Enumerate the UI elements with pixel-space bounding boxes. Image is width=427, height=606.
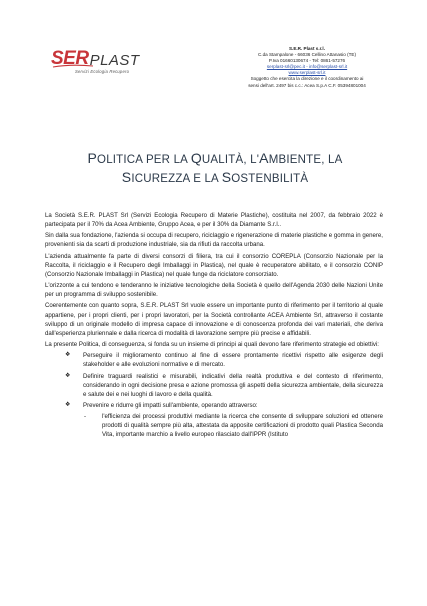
serplast-logo [51,49,161,79]
logo-tagline: Servizi Ecologia Recupero [75,69,130,74]
dash-bullet: - [84,413,87,421]
paragraph-agenda: L'orizzonte a cui tendono e tenderanno le iniziative tecnologiche della Società è quello dell'Agenda 2030 delle Nazioni Unite per un programma di sviluppo sostenibile. [45,282,383,299]
sub-list [45,412,383,439]
diamond-bullet-icon: ❖ [65,372,71,379]
list-item: ❖ Perseguire il miglioramento continuo al fine di essere prontamente ricettivi rispetto alle esigenze degli stakeholder e alle evoluzioni normative e di mercato. [65,352,383,369]
company-name: S.E.R. Plast s.r.l. [288,46,325,51]
company-website[interactable]: www.serplast-srl.it [288,70,326,76]
paragraph-mission: Coerentemente con quanto sopra, S.E.R. PLAST Srl vuole essere un importante punto di riferimento per il territorio al quale appartiene, per i propri clienti, per i propri lavoratori, per la Società controllante ACEA Ambiente Srl, attraverso il costante sviluppo di un originale modello di impresa capace di innovazione e di conoscenza profonda dei vari materiali, che deriva dall'esperienza pluriennale e dalla ricerca di modalità di lavorazione sempre più precise e affidabili. [45,302,383,337]
title-line-2: SICUREZZA E LA SOSTENBILITÀ [121,169,309,185]
company-vat-phone: P.Iva 01660130674 - Tel: 0861-57276 [268,58,346,64]
paragraph-intro: La Società S.E.R. PLAST Srl (Servizi Ecologia Recupero di Materie Plastiche), costituita nel 2007, da febbraio 2022 è partecipata per il 70% da Acea Ambiente, Gruppo Acea, e per il 30% da Diamante S.r.l.. [45,212,383,229]
principles-list [45,351,383,410]
diamond-bullet-icon: ❖ [65,401,71,408]
document-body [45,211,383,440]
logo-plast-text: PLAST [89,52,140,69]
paragraph-foundation: Sin dalla sua fondazione, l'azienda si occupa di recupero, riciclaggio e rigenerazione di materie plastiche e gomma in genere, provenienti sia da scarti di produzione industriale, sia da rifiuti da raccolta urbana. [45,232,383,249]
logo-ser-text: SER [51,48,89,69]
list-item: ❖ Prevenire e ridurre gli impatti sull'ambiente, operando attraverso: [65,401,258,409]
diamond-bullet-icon: ❖ [65,352,71,359]
paragraph-policy: La presente Politica, di conseguenza, si fonda su un insieme di principi ai quali devono fare riferimento strategie ed obiettivi: [45,341,379,349]
company-direction-note-1: Soggetto che esercita la direzione e il coordinamento ai [250,76,364,82]
paragraph-consortia: L'azienda attualmente fa parte di diversi consorzi di filiera, tra cui il consorzio COREPLA (Consorzio Nazionale per la Raccolta, il riciclaggio e il Recupero degli Imballaggi in Plastica), nel quale è recuperatore abilitato, e il consorzio CONIP (Consorzio Nazionale Imballaggi in Plastica) nel quale funge da riciclatore consorziato. [45,252,383,278]
logo-swoosh-icon [51,63,95,69]
document-title [40,150,390,188]
company-emails[interactable]: serplast-srl@pec.it - info@serplast-srl.it [266,64,348,70]
list-item: - l'efficienza dei processi produttivi mediante la ricerca che consente di sviluppare soluzioni ed ottenere prodotti di qualità sempre più alta, attestata da apposite certificazioni di prodotto quali Plastica Seconda Vita, importante marchio a livello europeo rilasciato dall'IPPR (Istituto [84,413,383,439]
company-info [232,46,382,89]
company-direction-note-2: sensi dell'art. 2497 bis c.c.: Acea S.p.A C.F. 05394801004 [248,82,366,88]
company-address: C.da Stampalone - 66036 Cellino Attanasio (TE) [257,52,357,58]
list-item: ❖ Definire traguardi realistici e misurabili, indicativi della realtà produttiva e del contesto di riferimento, considerando in ogni decisione presa e azione promossa gli aspetti della sicurezza ambientale, della sicurezza e salute dei e nei luoghi di lavoro e della qualità. [65,372,383,398]
title-line-1: POLITICA PER LA QUALITÀ, L'AMBIENTE, LA [87,150,343,166]
